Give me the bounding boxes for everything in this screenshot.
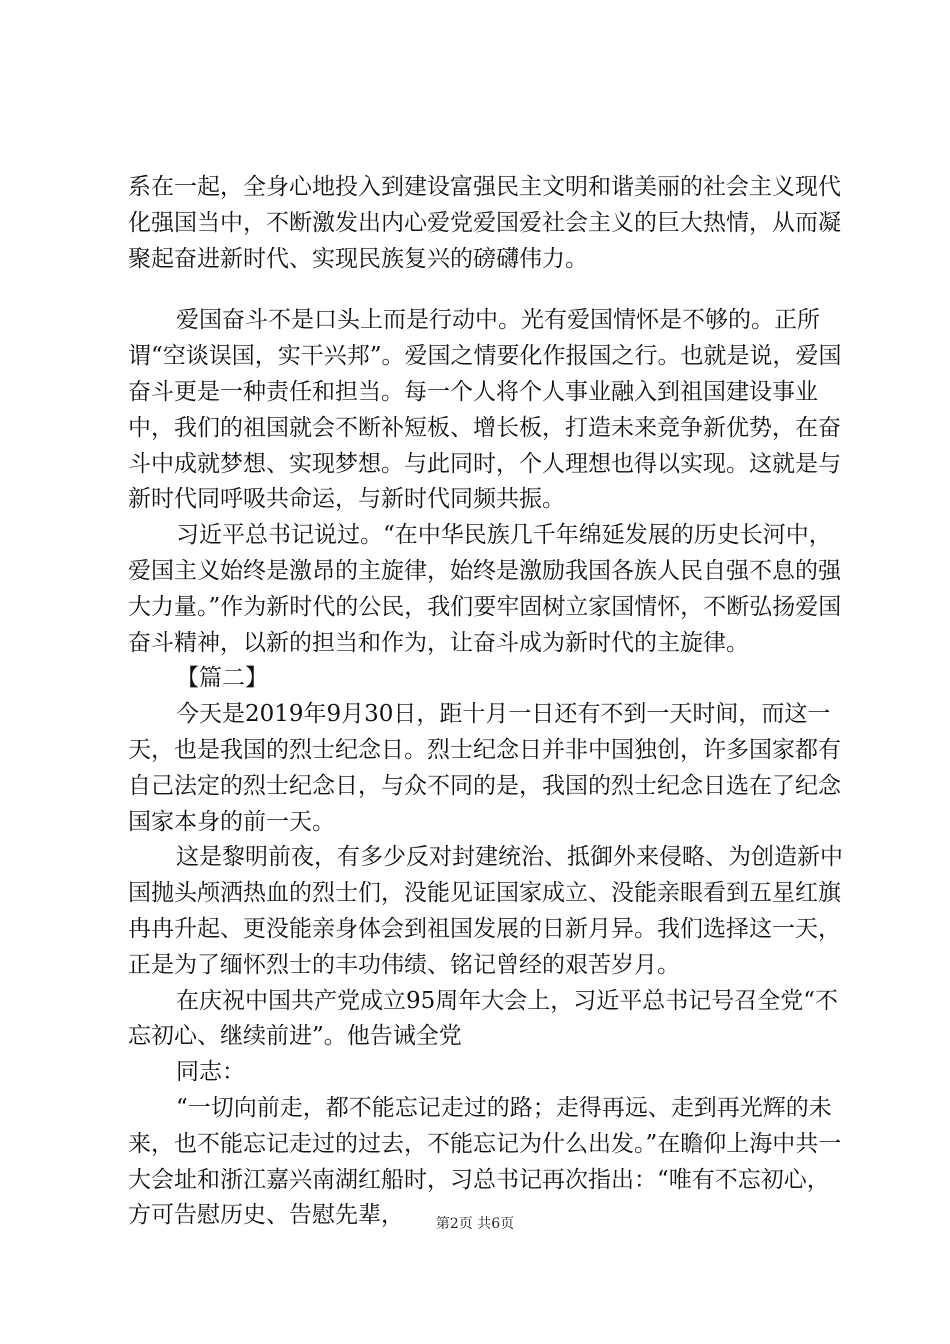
paragraph-continuation: 系在一起，全身心地投入到建设富强民主文明和谐美丽的社会主义现代化强国当中，不断激发出内心爱党爱国爱社会主义的巨大热情，从而凝聚起奋进新时代、实现民族复兴的磅礴伟力。 xyxy=(128,174,841,272)
paragraph-xi-quote: 习近平总书记说过。“在中华民族几千年绵延发展的历史长河中，爱国主义始终是激昂的主旋律，始终是激励我国各族人民自强不息的强大力量。”作为新时代的公民，我们要牢固树立家国情怀，不断弘扬爱国奋斗精神，以新的担当和作为，让奋斗成为新时代的主旋律。 xyxy=(128,522,842,656)
page-number-footer: 第2页 共6页 xyxy=(435,1216,515,1232)
paragraph-95th-anniversary: 在庆祝中国共产党成立95周年大会上，习近平总书记号召全党“不忘初心、继续前进”。他告诫全党 xyxy=(128,987,839,1050)
paragraph-martyrs-day: 今天是2019年9月30日，距十月一日还有不到一天时间，而这一天，也是我国的烈士纪念日。烈士纪念日并非中国独创，许多国家都有自己法定的烈士纪念日，与众不同的是，我国的烈士纪念日选在了纪念国家本身的前一天。 xyxy=(128,701,841,835)
paragraph-gap xyxy=(128,277,848,303)
section-heading-part-two: 【篇二】 xyxy=(176,665,268,692)
paragraph-comrades: 同志： xyxy=(176,1059,245,1086)
paragraph-patriotic-action: 爱国奋斗不是口头上而是行动中。光有爱国情怀是不够的。正所谓“空谈误国，实干兴邦”。爱国之情要化作报国之行。也就是说，爱国奋斗更是一种责任和担当。每一个人将个人事业融入到祖国建设事业中，我们的祖国就会不断补短板、增长板，打造未来竞争新优势，在奋斗中成就梦想、实现梦想。与此同时，个人理想也得以实现。这就是与新时代同呼吸共命运，与新时代同频共振。 xyxy=(128,307,842,513)
paragraph-never-forget: “一切向前走，都不能忘记走过的路；走得再远、走到再光辉的未来，也不能忘记走过的过去，不能忘记为什么出发。”在瞻仰上海中共一大会址和浙江嘉兴南湖红船时，习总书记再次指出：“唯有不忘初心，方可告慰历史、告慰先辈， xyxy=(128,1094,842,1229)
document-body xyxy=(128,170,848,1234)
paragraph-dawn-eve: 这是黎明前夜，有多少反对封建统治、抵御外来侵略、为创造新中国抛头颅洒热血的烈士们，没能见证国家成立、没能亲眼看到五星红旗冉冉升起、更没能亲身体会到祖国发展的日新月异。我们选择这一天，正是为了缅怀烈士的丰功伟绩、铭记曾经的艰苦岁月。 xyxy=(128,844,843,978)
